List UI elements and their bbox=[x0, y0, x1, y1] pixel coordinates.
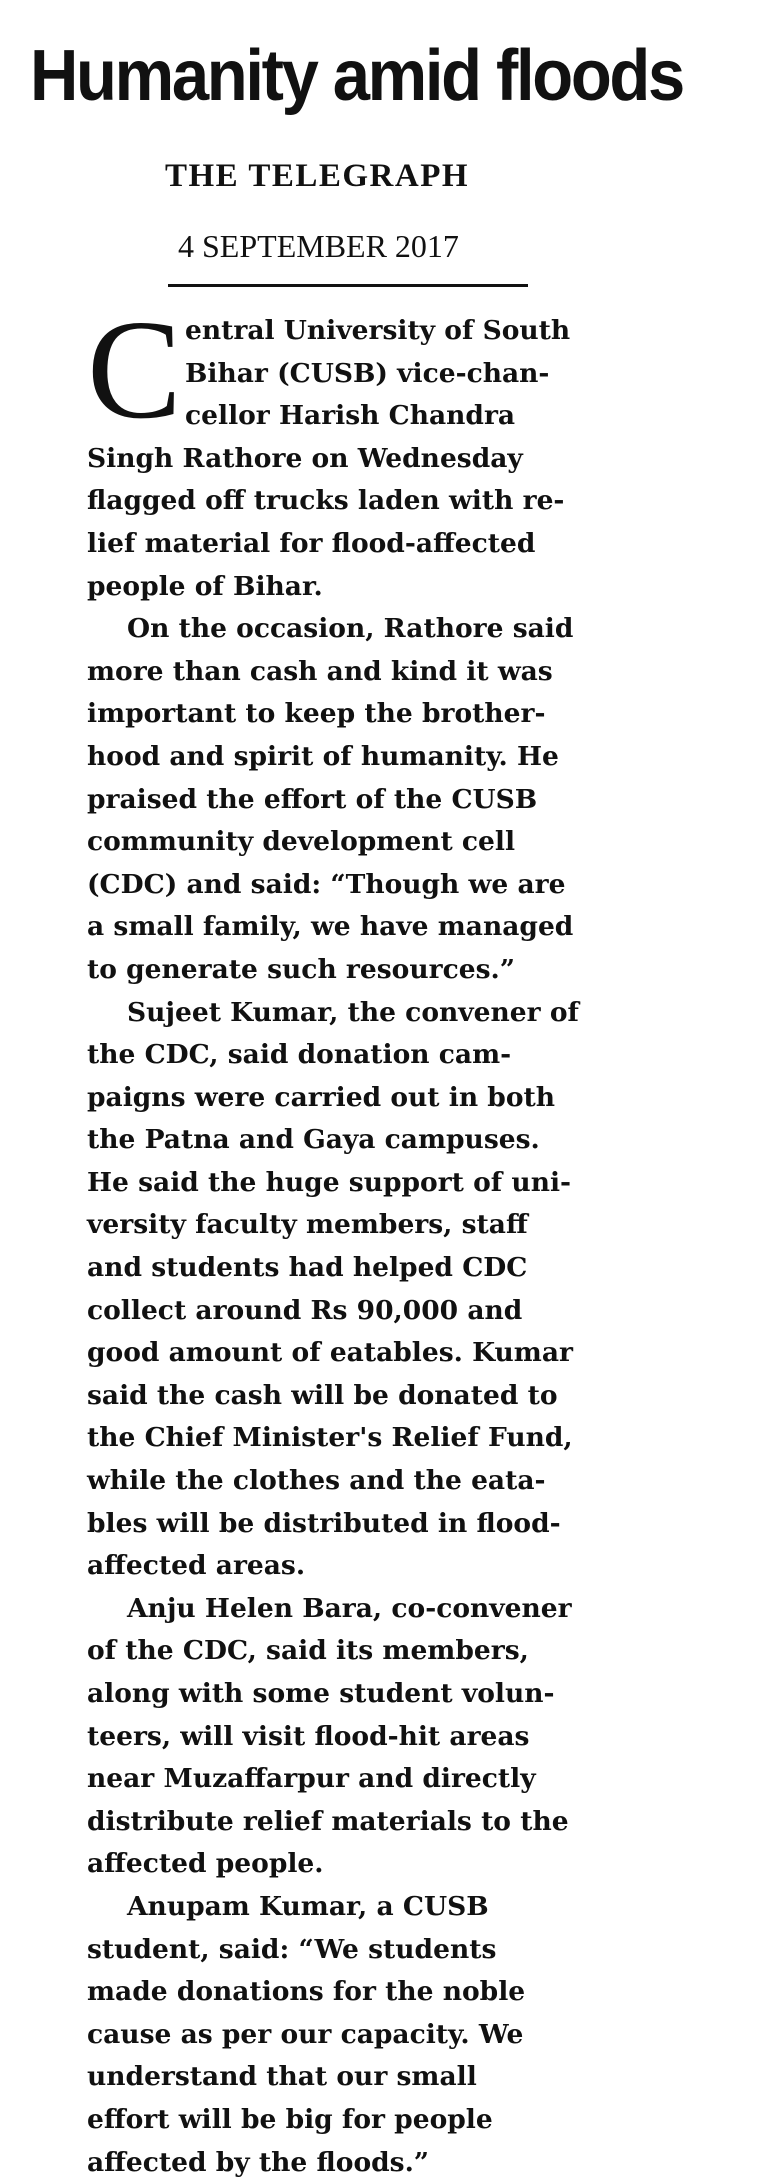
text-line: affected by the floods.” bbox=[87, 2146, 430, 2178]
text-line: effort will be big for people bbox=[87, 2103, 493, 2135]
text-line: a small family, we have managed bbox=[87, 911, 574, 943]
article-body bbox=[87, 290, 642, 2184]
text-line: teers, will visit flood-hit areas bbox=[87, 1720, 530, 1752]
text-line: hood and spirit of humanity. He bbox=[87, 740, 559, 772]
text-line: affected areas. bbox=[87, 1550, 306, 1582]
text-line: He said the huge support of uni- bbox=[87, 1166, 572, 1198]
text-line: cause as per our capacity. We bbox=[87, 2018, 524, 2050]
text-line: affected people. bbox=[87, 1848, 324, 1880]
text-line: along with some student volun- bbox=[87, 1678, 555, 1709]
text-line: people of Bihar. bbox=[87, 570, 323, 602]
text-line: flagged off trucks laden with re- bbox=[87, 485, 565, 517]
text-line: entral University of South bbox=[185, 315, 571, 346]
text-line: while the clothes and the eata- bbox=[87, 1465, 546, 1497]
text-line: cellor Harish Chandra bbox=[185, 400, 516, 432]
text-line: (CDC) and said: “Though we are bbox=[87, 868, 566, 900]
text-line: understand that our small bbox=[87, 2061, 477, 2093]
text-line: On the occasion, Rathore said bbox=[127, 613, 574, 645]
drop-cap: C bbox=[87, 290, 182, 448]
text-line: Sujeet Kumar, the convener of bbox=[127, 996, 579, 1028]
text-line: praised the effort of the CUSB bbox=[87, 783, 538, 815]
text-line: Anupam Kumar, a CUSB bbox=[127, 1890, 489, 1922]
text-line: to generate such resources.” bbox=[87, 953, 515, 985]
date-underline-divider bbox=[168, 284, 528, 287]
text-line: important to keep the brother- bbox=[87, 698, 546, 730]
text-line: of the CDC, said its members, bbox=[87, 1635, 529, 1667]
text-line: good amount of eatables. Kumar bbox=[87, 1337, 573, 1369]
text-line: said the cash will be donated to bbox=[87, 1379, 558, 1411]
text-line: the CDC, said donation cam- bbox=[87, 1039, 512, 1071]
text-line: Singh Rathore on Wednesday bbox=[87, 442, 523, 474]
text-line: the Patna and Gaya campuses. bbox=[87, 1124, 540, 1156]
text-line: Bihar (CUSB) vice-chan- bbox=[185, 357, 550, 389]
text-line: more than cash and kind it was bbox=[87, 655, 553, 687]
publication-date: 4 SEPTEMBER 2017 bbox=[178, 228, 459, 264]
text-line: near Muzaffarpur and directly bbox=[87, 1763, 536, 1795]
text-line: collect around Rs 90,000 and bbox=[87, 1294, 523, 1326]
publication-name: THE TELEGRAPH bbox=[165, 158, 470, 194]
text-line: and students had helped CDC bbox=[87, 1252, 528, 1284]
text-line: distribute relief materials to the bbox=[87, 1805, 569, 1837]
text-line: bles will be distributed in flood- bbox=[87, 1507, 561, 1539]
text-line: community development cell bbox=[87, 826, 516, 858]
text-line: paigns were carried out in both bbox=[87, 1081, 556, 1113]
text-line: the Chief Minister's Relief Fund, bbox=[87, 1422, 573, 1454]
text-line: made donations for the noble bbox=[87, 1976, 526, 2008]
text-line: Anju Helen Bara, co-convener bbox=[127, 1592, 572, 1624]
text-line: lief material for flood-affected bbox=[87, 527, 536, 559]
text-line: versity faculty members, staff bbox=[87, 1209, 528, 1241]
headline: Humanity amid floods bbox=[30, 36, 683, 116]
text-line: student, said: “We students bbox=[87, 1933, 497, 1965]
